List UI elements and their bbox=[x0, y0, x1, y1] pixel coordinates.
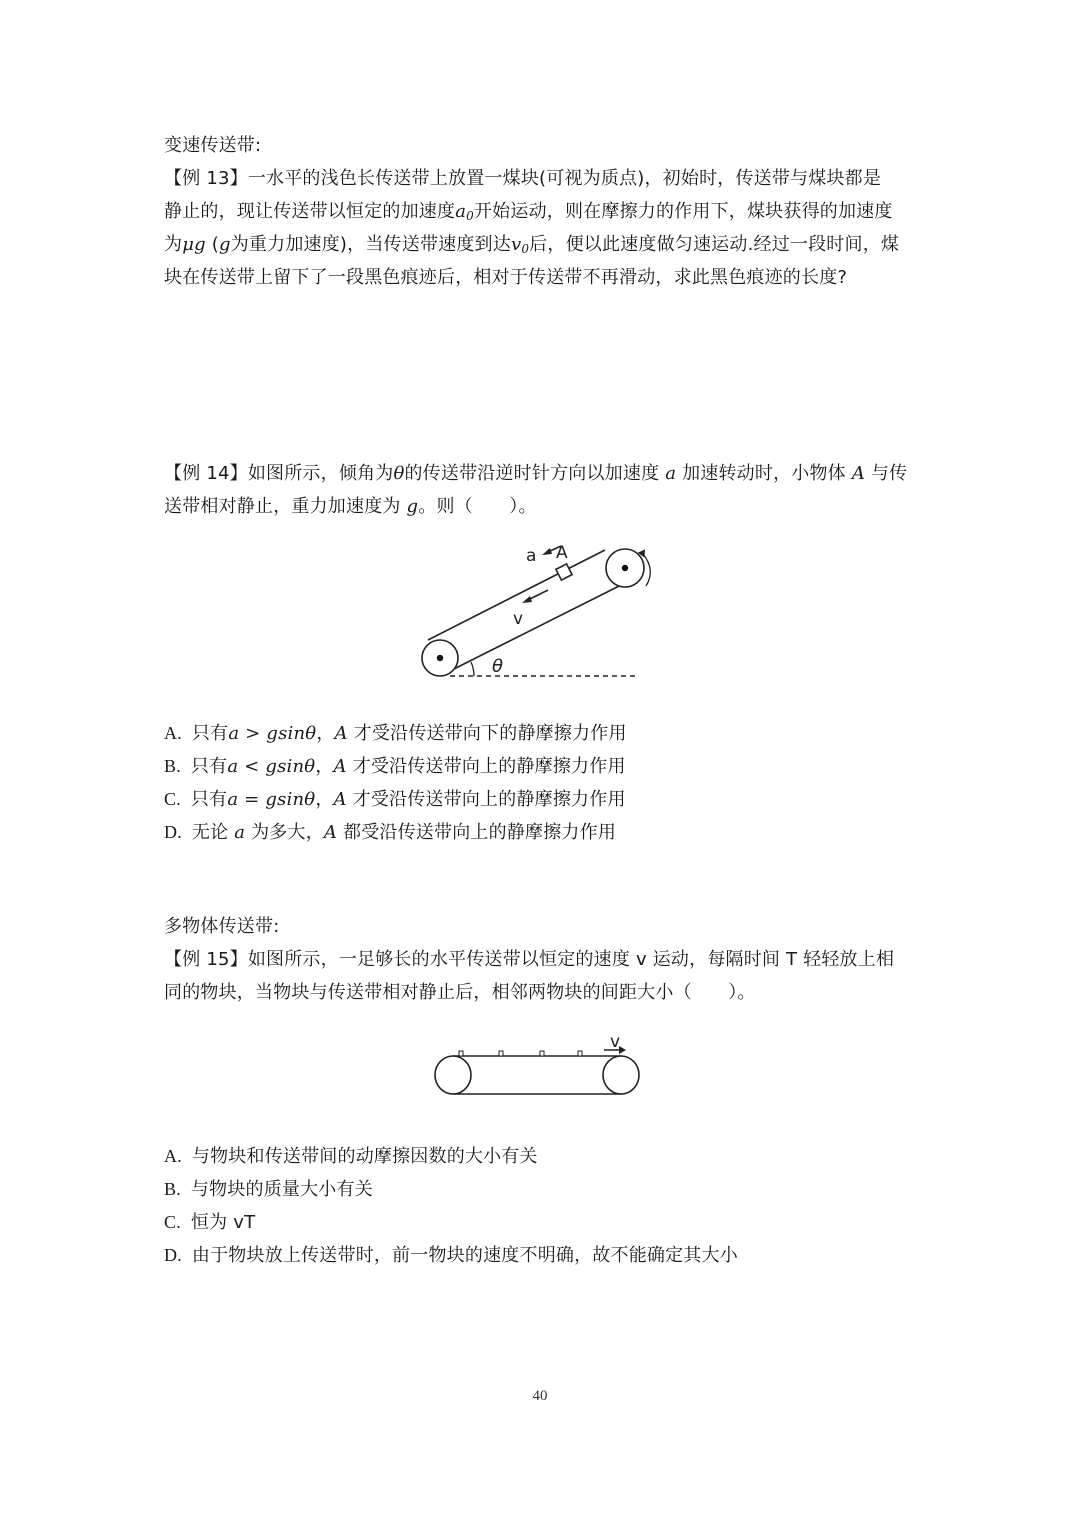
label-a: a bbox=[526, 546, 537, 566]
bottom-pulley-axle bbox=[437, 655, 443, 661]
label-A: A bbox=[556, 543, 568, 563]
ex15-line-1: 【例 15】如图所示，一足够长的水平传送带以恒定的速度 v 运动，每隔时间 T 轻轻放上相 bbox=[164, 949, 895, 970]
ex13-text-2b: 开始运动，则在摩擦力的作用下，煤块获得的加速度 bbox=[473, 201, 893, 222]
label-v: v bbox=[610, 1032, 621, 1052]
ex13-tag: 【例 13】 bbox=[164, 168, 248, 189]
section-heading-variable-speed: 变速传送带: bbox=[164, 135, 262, 156]
label-v: v bbox=[513, 609, 524, 629]
symbol-A: A bbox=[851, 463, 866, 484]
velocity-arrow bbox=[530, 590, 548, 599]
block-2 bbox=[499, 1051, 503, 1056]
ex13-line-4: 块在传送带上留下了一段黑色痕迹后，相对于传送带不再滑动，求此黑色痕迹的长度? bbox=[164, 267, 848, 288]
inclined-conveyor-figure bbox=[410, 532, 660, 682]
acceleration-arrow-head bbox=[542, 548, 552, 555]
ex13-text-3d: 后，便以此速度做匀速运动.经过一段时间，煤 bbox=[529, 234, 900, 255]
page-number: 40 bbox=[532, 1388, 548, 1404]
right-pulley bbox=[603, 1056, 639, 1094]
ex14-option-a: A. 只有a > gsinθ，A 才受沿传送带向下的静摩擦力作用 bbox=[164, 723, 627, 744]
ex15-line-2: 同的物块，当物块与传送带相对静止后，相邻两物块的间距大小（ ）。 bbox=[164, 982, 756, 1003]
ex13-line-1 bbox=[164, 166, 881, 192]
block-1 bbox=[459, 1051, 463, 1056]
ex14-line-1: 【例 14】如图所示，倾角为θ的传送带沿逆时针方向以加速度 a 加速转动时，小物体 A 与传 bbox=[164, 463, 908, 484]
ex13-text-1: 一水平的浅色长传送带上放置一煤块(可视为质点)，初始时，传送带与煤块都是 bbox=[247, 168, 882, 189]
velocity-arrow-head bbox=[522, 596, 532, 603]
block-3 bbox=[540, 1051, 544, 1056]
ex13-text-2a: 静止的，现让传送带以恒定的加速度 bbox=[164, 201, 456, 222]
ex14-tag: 【例 14】 bbox=[164, 463, 248, 484]
ex13-text-3c: 为重力加速度)，当传送带速度到达 bbox=[230, 234, 511, 255]
block-4 bbox=[578, 1051, 582, 1056]
ex13-line-2 bbox=[164, 199, 893, 225]
ex14-option-c: C. 只有a = gsinθ，A 才受沿传送带向上的静摩擦力作用 bbox=[164, 789, 626, 810]
horizontal-conveyor-figure bbox=[430, 1028, 650, 1100]
symbol-mu-g: μg bbox=[182, 234, 206, 255]
top-pulley-axle bbox=[622, 565, 628, 571]
symbol-v0: $v_0$ bbox=[510, 234, 530, 256]
ex15-option-a: A. 与物块和传送带间的动摩擦因数的大小有关 bbox=[164, 1146, 538, 1167]
symbol-a: a bbox=[665, 463, 677, 484]
section-heading-multi-object: 多物体传送带: bbox=[164, 916, 280, 937]
ex15-option-b: B. 与物块的质量大小有关 bbox=[164, 1179, 373, 1200]
ex14-line-2: 送带相对静止，重力加速度为 g。则（ ）。 bbox=[164, 496, 537, 517]
ex14-option-d: D. 无论 a 为多大，A 都受沿传送带向上的静摩擦力作用 bbox=[164, 822, 617, 843]
symbol-a0: $a_0$ bbox=[455, 201, 474, 223]
symbol-g: g bbox=[406, 496, 419, 517]
ex15-tag: 【例 15】 bbox=[164, 949, 248, 970]
symbol-g: g bbox=[218, 234, 231, 255]
label-theta: θ bbox=[492, 656, 504, 677]
ex15-option-c: C. 恒为 vT bbox=[164, 1212, 256, 1233]
ex13-line-3 bbox=[164, 232, 899, 258]
symbol-theta: θ bbox=[393, 463, 405, 484]
ex13-text-3a: 为 bbox=[164, 234, 183, 255]
ex13-text-3b: ( bbox=[205, 234, 219, 255]
left-pulley bbox=[435, 1056, 471, 1094]
block-A bbox=[556, 564, 572, 580]
belt-bottom-line bbox=[440, 578, 635, 676]
angle-arc bbox=[471, 662, 474, 676]
ex14-option-b: B. 只有a < gsinθ，A 才受沿传送带向上的静摩擦力作用 bbox=[164, 756, 626, 777]
ex15-option-d: D. 由于物块放上传送带时，前一物块的速度不明确，故不能确定其大小 bbox=[164, 1245, 738, 1266]
